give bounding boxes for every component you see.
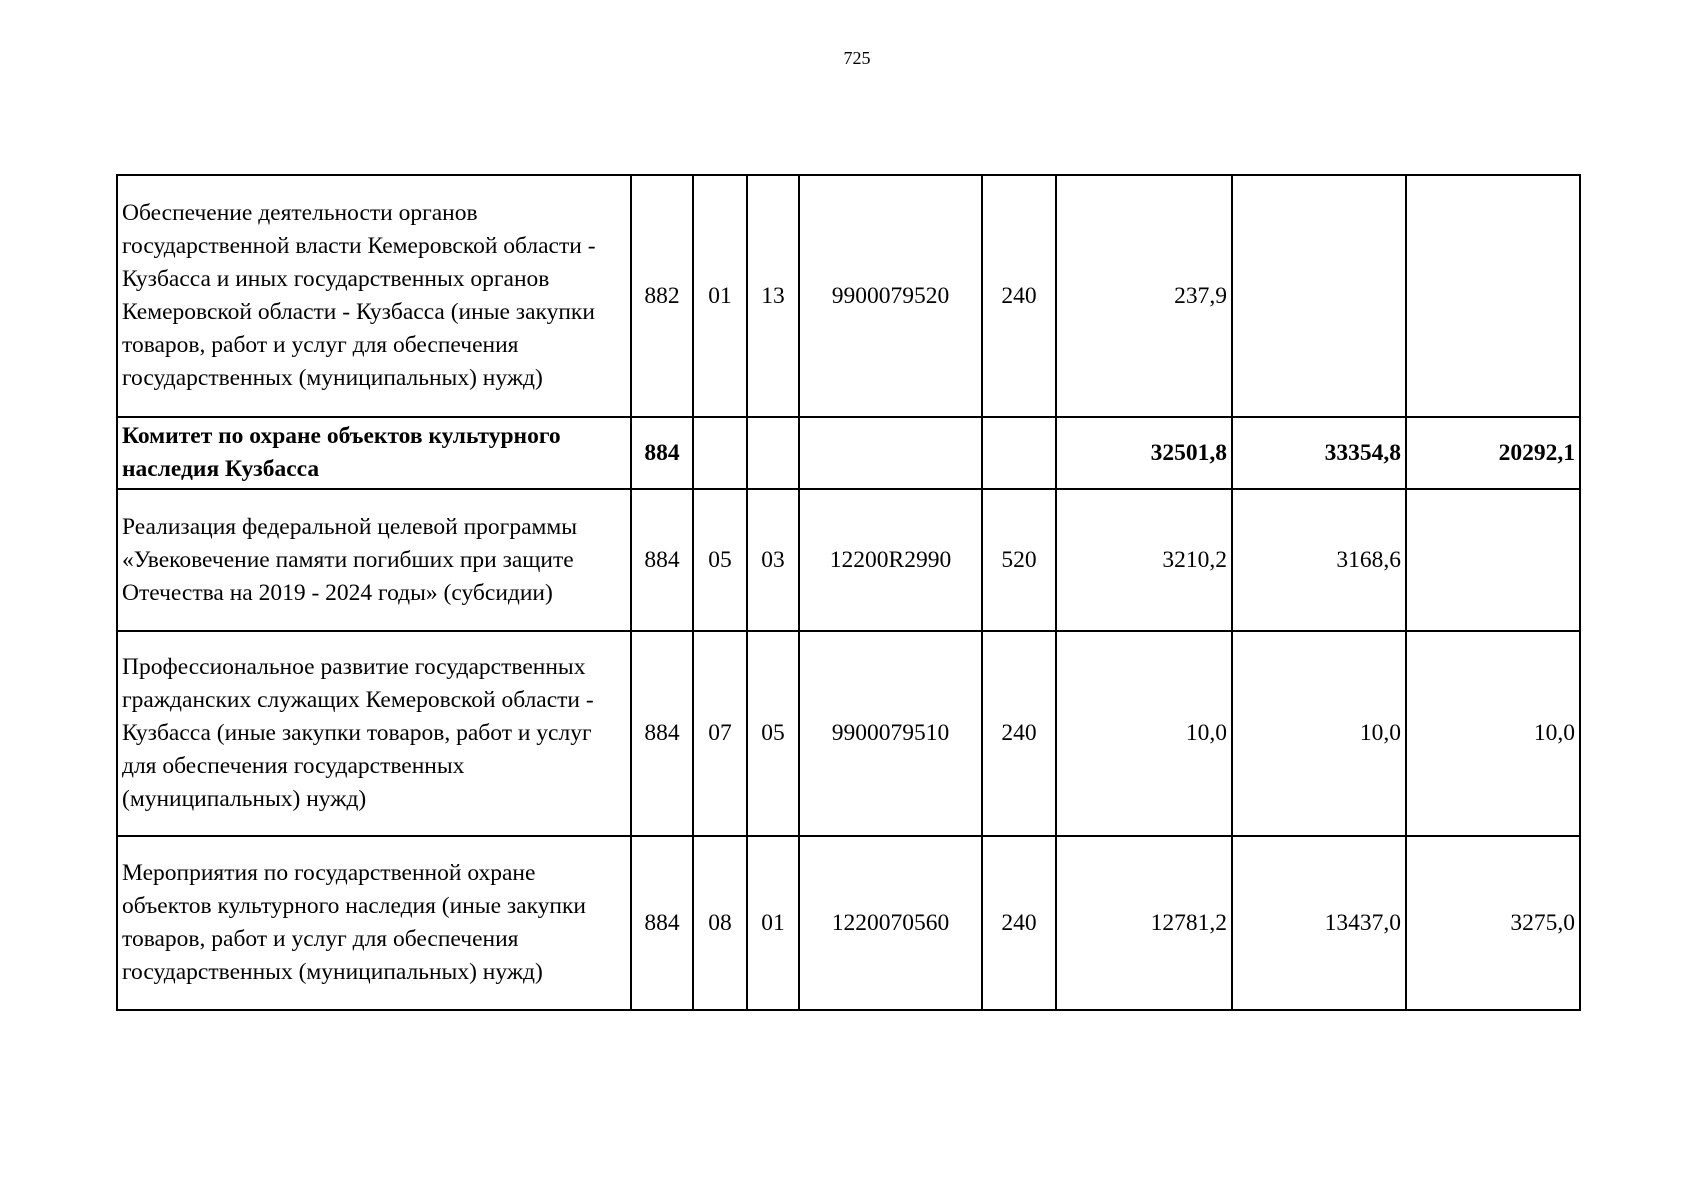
csr-cell: 9900079510 [799,631,982,836]
rz-cell: 05 [693,489,747,631]
csr-cell: 12200R2990 [799,489,982,631]
budget-table [116,174,1581,1011]
table-row [117,489,1580,631]
table-row [117,631,1580,836]
sum2-cell: 3168,6 [1232,489,1406,631]
pr-cell [747,417,799,489]
ved-cell: 884 [631,417,693,489]
row-name-cell: Реализация федеральной целевой программы «Увековечение памяти погибших при защите Отечества на 2019 - 2024 годы» (субсидии) [117,489,631,631]
row-name-cell: Комитет по охране объектов культурного наследия Кузбасса [117,417,631,489]
pr-cell: 05 [747,631,799,836]
sum1-cell: 32501,8 [1056,417,1232,489]
ved-cell: 884 [631,631,693,836]
sum3-cell: 20292,1 [1406,417,1580,489]
rz-cell: 01 [693,175,747,417]
sum1-cell: 3210,2 [1056,489,1232,631]
rz-cell: 07 [693,631,747,836]
table-row [117,836,1580,1010]
rz-cell: 08 [693,836,747,1010]
sum2-cell: 10,0 [1232,631,1406,836]
vr-cell: 240 [982,836,1056,1010]
csr-cell: 9900079520 [799,175,982,417]
sum1-cell: 10,0 [1056,631,1232,836]
sum2-cell [1232,175,1406,417]
sum3-cell: 10,0 [1406,631,1580,836]
row-name-cell: Профессиональное развитие государственных гражданских служащих Кемеровской области - Кузбасса (иные закупки товаров, работ и услуг для обеспечения государственных (муниципальных) нужд) [117,631,631,836]
pr-cell: 03 [747,489,799,631]
pr-cell: 13 [747,175,799,417]
row-name-cell: Обеспечение деятельности органов государственной власти Кемеровской области - Кузбасса и иных государственных органов Кемеровской области - Кузбасса (иные закупки товаров, работ и услуг для обеспечения государственных (муниципальных) нужд) [117,175,631,417]
vr-cell [982,417,1056,489]
ved-cell: 882 [631,175,693,417]
row-name-cell: Мероприятия по государственной охране объектов культурного наследия (иные закупки товаров, работ и услуг для обеспечения государственных (муниципальных) нужд) [117,836,631,1010]
vr-cell: 240 [982,175,1056,417]
sum3-cell [1406,489,1580,631]
sum3-cell: 3275,0 [1406,836,1580,1010]
ved-cell: 884 [631,489,693,631]
sum2-cell: 13437,0 [1232,836,1406,1010]
vr-cell: 240 [982,631,1056,836]
sum2-cell: 33354,8 [1232,417,1406,489]
pr-cell: 01 [747,836,799,1010]
rz-cell [693,417,747,489]
ved-cell: 884 [631,836,693,1010]
page-number: 725 [843,48,871,68]
sum1-cell: 12781,2 [1056,836,1232,1010]
vr-cell: 520 [982,489,1056,631]
sum3-cell [1406,175,1580,417]
csr-cell [799,417,982,489]
sum1-cell: 237,9 [1056,175,1232,417]
csr-cell: 1220070560 [799,836,982,1010]
table-row [117,175,1580,417]
table-row [117,417,1580,489]
